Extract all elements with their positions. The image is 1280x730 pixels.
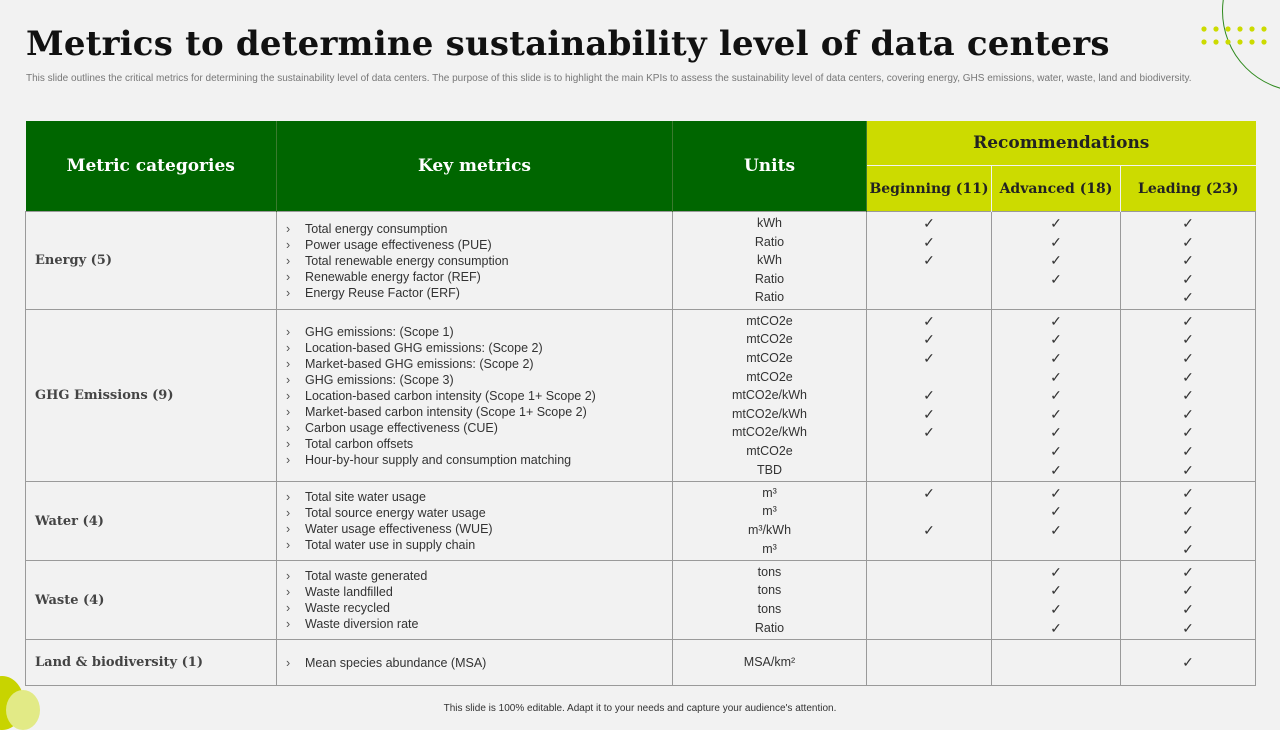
key-metric-item: › Carbon usage effectiveness (CUE) [286, 420, 672, 436]
key-metric-item: › GHG emissions: (Scope 1) [286, 324, 672, 340]
key-metrics-list [277, 324, 672, 468]
check-icon: ✓ [923, 405, 935, 422]
unit-value: tons [757, 602, 782, 616]
empty-slot [867, 653, 991, 672]
key-metrics-cell [277, 310, 673, 482]
check-icon: ✓ [923, 252, 935, 269]
metric-category: Energy (5) [26, 212, 277, 310]
check-icon: ✓ [1050, 387, 1062, 404]
check-icon: ✓ [1050, 215, 1062, 232]
check-icon: ✓ [1050, 563, 1062, 580]
key-metrics-cell [277, 482, 673, 561]
unit-value: TBD [757, 462, 782, 477]
unit-value: m³ [762, 541, 777, 556]
metric-category: Waste (4) [26, 561, 277, 640]
check-icon: ✓ [1182, 233, 1194, 250]
leading-checks-cell [1121, 640, 1256, 686]
key-metric-item: › Location-based GHG emissions: (Scope 2) [286, 340, 672, 356]
empty-slot [867, 461, 991, 480]
check-icon: ✓ [1182, 442, 1194, 459]
check-icon: ✓ [1050, 424, 1062, 441]
leading-checks-cell [1121, 482, 1256, 561]
unit-value: mtCO2e/kWh [731, 406, 807, 421]
check-icon: ✓ [1182, 252, 1194, 269]
footer-note: This slide is 100% editable. Adapt it to your needs and capture your audience's attention. [443, 703, 837, 714]
key-metric-item: › Total source energy water usage [286, 505, 672, 521]
key-metric-item: › Mean species abundance (MSA) [286, 655, 672, 671]
key-metric-item: › Waste diversion rate [286, 616, 672, 632]
check-icon: ✓ [1050, 252, 1062, 269]
unit-value: tons [757, 564, 782, 579]
check-icon: ✓ [1182, 461, 1194, 478]
table-row-waste [26, 561, 1256, 640]
key-metric-item: › Total water use in supply chain [286, 537, 672, 553]
unit-value: m³ [762, 504, 777, 519]
unit-value: Ratio [754, 620, 785, 635]
header-leading: Leading (23) [1121, 166, 1256, 212]
check-icon: ✓ [923, 215, 935, 232]
check-icon: ✓ [1050, 619, 1062, 636]
key-metric-item: › GHG emissions: (Scope 3) [286, 372, 672, 388]
advanced-checks-cell [992, 212, 1121, 310]
empty-slot [992, 540, 1120, 559]
check-icon: ✓ [1182, 654, 1194, 671]
metric-category: Water (4) [26, 482, 277, 561]
metric-category: GHG Emissions (9) [26, 310, 277, 482]
check-icon: ✓ [1050, 503, 1062, 520]
unit-value: MSA/km² [743, 655, 796, 670]
check-icon: ✓ [1182, 387, 1194, 404]
header-metric-categories: Metric categories [26, 121, 277, 212]
header-recommendations: Recommendations [867, 121, 1256, 166]
check-icon: ✓ [1050, 350, 1062, 367]
leading-checks-cell [1121, 310, 1256, 482]
check-icon: ✓ [1050, 582, 1062, 599]
page-subtitle: This slide outlines the critical metrics for determining the sustainability level of data centers. The purpose of this slide is to highlight the main KPIs to assess the sustainability level of data centers, covering energy, GHS emissions, water, waste, land and biodiversity. [26, 73, 1192, 84]
check-icon: ✓ [923, 484, 935, 501]
advanced-checks-cell [992, 310, 1121, 482]
key-metric-item: › Waste landfilled [286, 584, 672, 600]
key-metric-item: › Market-based carbon intensity (Scope 1+ Scope 2) [286, 404, 672, 420]
header-beginning: Beginning (11) [867, 166, 992, 212]
check-icon: ✓ [923, 233, 935, 250]
empty-slot [867, 288, 991, 307]
unit-value: m³/kWh [747, 523, 792, 537]
key-metric-item: › Waste recycled [286, 600, 672, 616]
empty-slot [992, 653, 1120, 672]
leading-checks-cell [1121, 212, 1256, 310]
beginning-checks-cell [867, 310, 992, 482]
key-metric-item: › Renewable energy factor (REF) [286, 269, 672, 285]
unit-value: mtCO2e [746, 332, 793, 347]
check-icon: ✓ [1182, 368, 1194, 385]
key-metric-item: › Market-based GHG emissions: (Scope 2) [286, 356, 672, 372]
check-icon: ✓ [1050, 601, 1062, 617]
table-body [26, 212, 1256, 686]
key-metrics-cell [277, 561, 673, 640]
check-icon: ✓ [1050, 270, 1062, 287]
key-metric-item: › Water usage effectiveness (WUE) [286, 521, 672, 537]
unit-value: mtCO2e/kWh [731, 388, 807, 403]
key-metric-item: › Total energy consumption [286, 221, 672, 237]
check-icon: ✓ [1050, 233, 1062, 250]
check-icon: ✓ [1182, 215, 1194, 232]
check-icon: ✓ [1182, 540, 1194, 557]
check-icon: ✓ [1050, 405, 1062, 422]
check-icon: ✓ [1182, 270, 1194, 287]
check-icon: ✓ [1182, 619, 1194, 636]
check-icon: ✓ [923, 424, 935, 441]
check-icon: ✓ [923, 387, 935, 404]
check-icon: ✓ [1050, 484, 1062, 501]
check-icon: ✓ [1182, 289, 1194, 306]
key-metric-item: › Total waste generated [286, 568, 672, 584]
check-icon: ✓ [1050, 368, 1062, 385]
key-metric-item: › Total site water usage [286, 489, 672, 505]
unit-value: mtCO2e [746, 369, 793, 384]
check-icon: ✓ [923, 331, 935, 348]
check-icon: ✓ [1182, 405, 1194, 422]
beginning-checks-cell [867, 561, 992, 640]
header-units: Units [673, 121, 867, 212]
key-metrics-cell [277, 212, 673, 310]
check-icon: ✓ [1182, 563, 1194, 580]
unit-value: mtCO2e [746, 351, 793, 366]
empty-slot [867, 442, 991, 461]
decorative-dots [1200, 25, 1272, 47]
check-icon: ✓ [923, 522, 935, 538]
empty-slot [867, 502, 991, 521]
unit-value: mtCO2e/kWh [731, 425, 807, 440]
key-metric-item: › Total renewable energy consumption [286, 253, 672, 269]
key-metrics-list [277, 655, 672, 671]
unit-value: tons [757, 583, 782, 598]
check-icon: ✓ [1050, 461, 1062, 478]
advanced-checks-cell [992, 482, 1121, 561]
key-metrics-cell [277, 640, 673, 686]
check-icon: ✓ [1050, 331, 1062, 348]
table-row-ghg-emissions [26, 310, 1256, 482]
key-metric-item: › Location-based carbon intensity (Scope 1+ Scope 2) [286, 388, 672, 404]
unit-value: Ratio [754, 271, 785, 286]
check-icon: ✓ [1050, 442, 1062, 459]
unit-value: mtCO2e [746, 313, 793, 328]
units-cell [673, 561, 867, 640]
page-title: Metrics to determine sustainability level of data centers [26, 24, 1110, 64]
key-metrics-list [277, 489, 672, 553]
header-key-metrics: Key metrics [277, 121, 673, 212]
check-icon: ✓ [1182, 331, 1194, 348]
table-row-water [26, 482, 1256, 561]
metric-category: Land & biodiversity (1) [26, 640, 277, 686]
unit-value: mtCO2e [746, 443, 793, 458]
key-metrics-list [277, 221, 672, 301]
beginning-checks-cell [867, 640, 992, 686]
check-icon: ✓ [1182, 601, 1194, 617]
check-icon: ✓ [1182, 503, 1194, 520]
table-row-energy [26, 212, 1256, 310]
key-metric-item: › Hour-by-hour supply and consumption matching [286, 452, 672, 468]
empty-slot [867, 619, 991, 638]
check-icon: ✓ [1050, 312, 1062, 329]
check-icon: ✓ [1182, 312, 1194, 329]
advanced-checks-cell [992, 561, 1121, 640]
empty-slot [867, 600, 991, 619]
check-icon: ✓ [1182, 522, 1194, 538]
check-icon: ✓ [1050, 522, 1062, 538]
key-metric-item: › Total carbon offsets [286, 436, 672, 452]
units-cell [673, 310, 867, 482]
advanced-checks-cell [992, 640, 1121, 686]
metrics-table [25, 121, 1256, 686]
unit-value: kWh [757, 216, 782, 231]
unit-value: kWh [757, 253, 782, 268]
unit-value: Ratio [754, 290, 785, 305]
unit-value: m³ [762, 485, 777, 500]
check-icon: ✓ [1182, 350, 1194, 367]
check-icon: ✓ [923, 350, 935, 367]
check-icon: ✓ [923, 312, 935, 329]
empty-slot [867, 270, 991, 289]
unit-value: Ratio [754, 234, 785, 249]
header-advanced: Advanced (18) [992, 166, 1121, 212]
check-icon: ✓ [1182, 484, 1194, 501]
empty-slot [867, 540, 991, 559]
units-cell [673, 640, 867, 686]
empty-slot [867, 581, 991, 600]
key-metrics-list [277, 568, 672, 632]
check-icon: ✓ [1182, 424, 1194, 441]
units-cell [673, 482, 867, 561]
check-icon: ✓ [1182, 582, 1194, 599]
empty-slot [992, 288, 1120, 307]
leading-checks-cell [1121, 561, 1256, 640]
table-row-land-biodiversity [26, 640, 1256, 686]
beginning-checks-cell [867, 482, 992, 561]
key-metric-item: › Energy Reuse Factor (ERF) [286, 285, 672, 301]
key-metric-item: › Power usage effectiveness (PUE) [286, 237, 672, 253]
empty-slot [867, 563, 991, 582]
beginning-checks-cell [867, 212, 992, 310]
empty-slot [867, 368, 991, 387]
units-cell [673, 212, 867, 310]
